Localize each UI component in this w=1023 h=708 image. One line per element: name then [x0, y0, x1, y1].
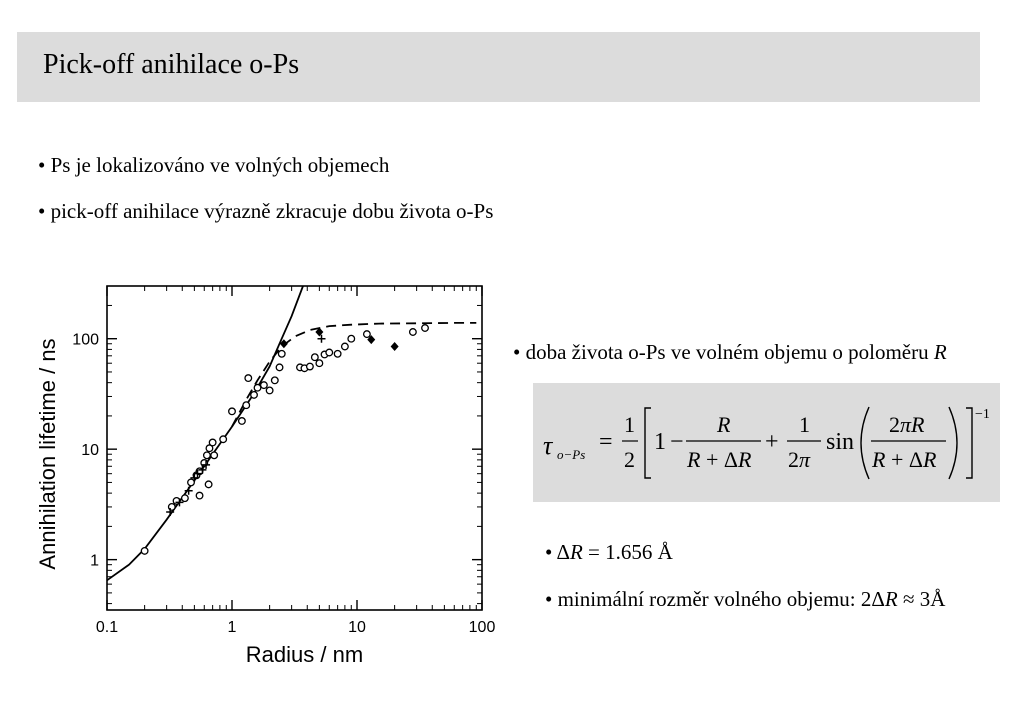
data-point-circle	[266, 387, 273, 394]
data-point-circle	[276, 364, 283, 371]
slide-title: Pick-off anihilace o-Ps	[43, 49, 300, 80]
y-axis-label: Annihilation lifetime / ns	[35, 338, 60, 570]
data-point-circle	[141, 548, 148, 555]
data-point-circle	[188, 479, 195, 486]
data-point-circle	[196, 492, 203, 499]
formula-right-bracket	[966, 408, 972, 478]
data-point-circle	[342, 343, 349, 350]
formula-box	[533, 383, 1000, 502]
min-size-note	[545, 587, 945, 612]
formula-half-den: 2	[624, 447, 635, 472]
min-size-rest: ≈ 3Å	[897, 587, 946, 611]
y-tick-label: 1	[90, 552, 99, 570]
formula-exponent: −1	[975, 407, 990, 422]
formula-right-paren	[949, 407, 957, 479]
data-point-circle	[243, 402, 250, 409]
model-curve-solid	[107, 286, 303, 580]
formula-left-bracket	[645, 408, 651, 478]
formula-frac2-den: 2π	[788, 447, 811, 472]
formula-frac3-den: R + ΔR	[872, 447, 937, 472]
formula-minus: −	[670, 429, 684, 455]
y-tick-label: 100	[72, 331, 99, 349]
formula-tau: τ	[543, 431, 553, 460]
data-point-circle	[326, 349, 333, 356]
data-point-circle	[278, 351, 285, 358]
data-point-circle	[334, 351, 341, 358]
data-point-circle	[410, 329, 417, 336]
x-tick-label: 1	[227, 619, 237, 636]
data-point-circle	[211, 452, 218, 459]
data-point-circle	[312, 354, 319, 361]
data-point-diamond	[391, 342, 399, 351]
data-point-circle	[251, 392, 258, 399]
data-point-circle	[254, 384, 261, 391]
title-bar	[17, 32, 980, 102]
delta-r-rest: = 1.656 Å	[582, 540, 673, 564]
data-point-circle	[229, 408, 236, 415]
formula-caption	[513, 340, 947, 365]
x-tick-label: 100	[468, 619, 496, 636]
formula-sin: sin	[826, 429, 855, 455]
formula-tau-subscript: o−Ps	[557, 447, 586, 462]
min-size-var: R	[884, 587, 898, 611]
data-point-circle	[272, 377, 279, 384]
formula-caption-text: • doba života o-Ps ve volném objemu o poloměru	[513, 340, 934, 364]
data-point-circle	[245, 375, 252, 382]
x-tick-label: 10	[348, 619, 366, 636]
bullet-ps-localized: • Ps je lokalizováno ve volných objemech	[38, 153, 390, 177]
lifetime-formula	[533, 383, 1000, 502]
plot-frame	[107, 286, 482, 610]
data-point-circle	[204, 452, 211, 459]
bullet-pickoff-shortens: • pick-off anihilace výrazně zkracuje dobu života o-Ps	[38, 199, 494, 223]
data-point-circle	[307, 363, 314, 370]
formula-frac1-den: R + ΔR	[687, 447, 752, 472]
formula-frac3-num: 2πR	[889, 412, 925, 437]
formula-plus: +	[765, 429, 779, 455]
delta-r-var: R	[569, 540, 583, 564]
data-point-circle	[209, 439, 216, 446]
data-point-circle	[422, 325, 429, 332]
data-point-circle	[261, 382, 268, 389]
y-tick-label: 10	[81, 442, 99, 460]
data-point-circle	[364, 331, 371, 338]
data-point-circle	[220, 436, 227, 443]
min-size-prefix: • minimální rozměr volného objemu: 2Δ	[545, 587, 885, 611]
formula-equals: =	[599, 429, 613, 455]
formula-caption-var: R	[933, 340, 947, 364]
data-point-circle	[239, 418, 246, 425]
data-point-plus	[318, 335, 326, 343]
data-point-circle	[182, 495, 189, 502]
data-point-circle	[316, 360, 323, 367]
formula-frac1-num: R	[717, 412, 731, 437]
delta-r-value	[545, 540, 673, 565]
x-axis-label: Radius / nm	[245, 642, 364, 667]
data-point-circle	[348, 335, 355, 342]
data-point-circle	[205, 481, 212, 488]
lifetime-radius-chart	[30, 272, 500, 682]
delta-r-prefix: • Δ	[545, 540, 570, 564]
formula-frac2-num: 1	[799, 412, 810, 437]
x-tick-label: 0.1	[95, 619, 119, 636]
formula-left-paren	[861, 407, 869, 479]
formula-half-num: 1	[624, 412, 635, 437]
formula-one: 1	[654, 429, 666, 455]
